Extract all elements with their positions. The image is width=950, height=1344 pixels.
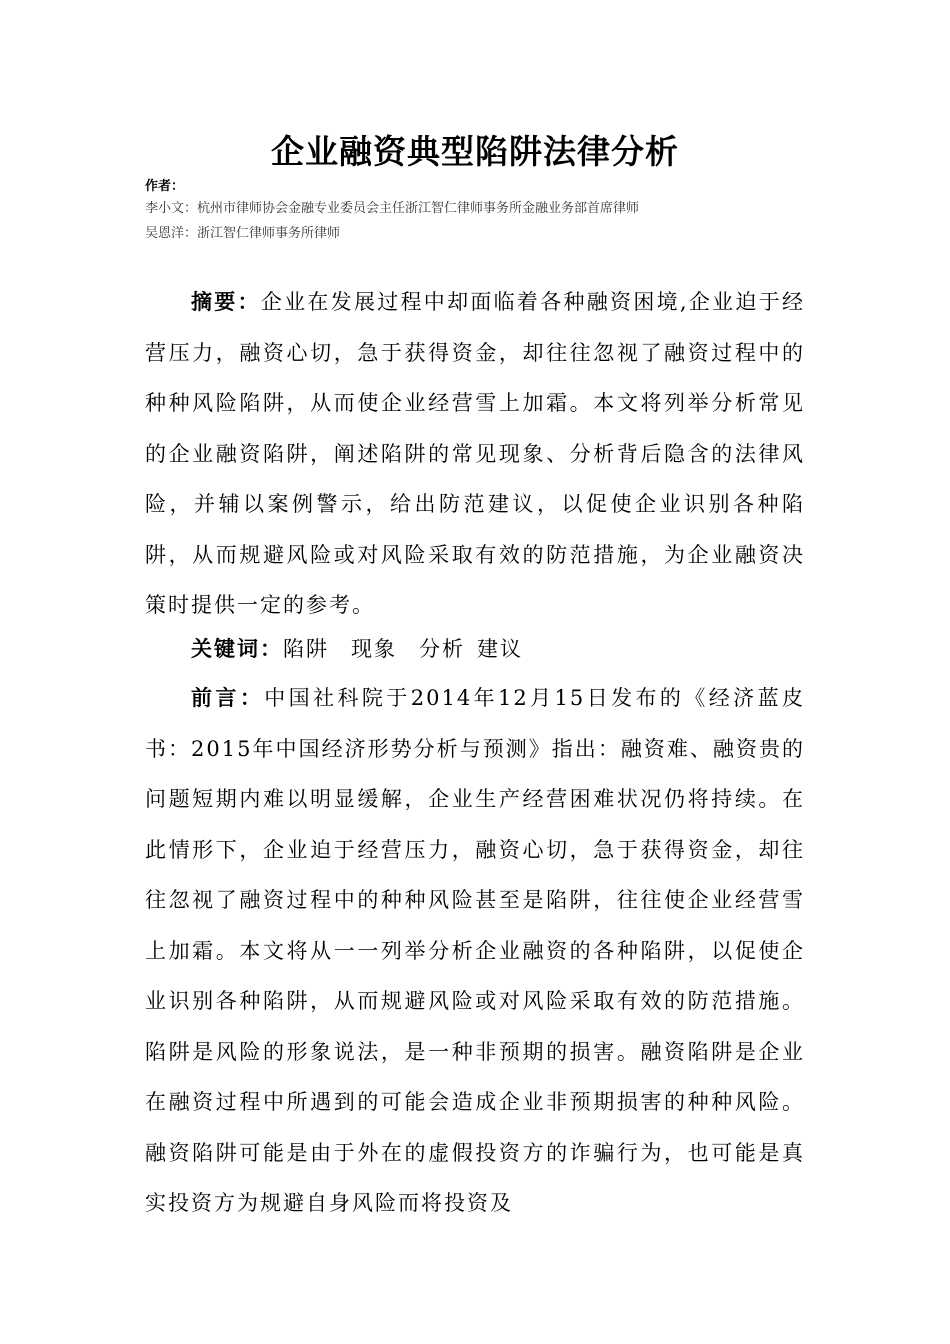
keywords-paragraph <box>145 624 805 675</box>
keyword-item: 建议 <box>477 637 523 661</box>
preface-label: 前言： <box>191 686 265 710</box>
document-title: 企业融资典型陷阱法律分析 <box>271 132 679 171</box>
abstract-text: 企业在发展过程中却面临着各种融资困境,企业迫于经营压力，融资心切，急于获得资金，却往往忽视了融资过程中的种种风险陷阱，从而使企业经营雪上加霜。本文将列举分析常见的企业融资陷阱，阐述陷阱的常见现象、分析背后隐含的法律风险，并辅以案例警示，给出防范建议，以促使企业识别各种陷阱，从而规避风险或对风险采取有效的防范措施，为企业融资决策时提供一定的参考。 <box>145 290 805 617</box>
author-line-2: 吴恩洋：浙江智仁律师事务所律师 <box>145 226 341 241</box>
authors-label: 作者： <box>145 179 185 194</box>
keyword-item: 分析 <box>419 637 465 661</box>
preface-text: 中国社科院于2014年12月15日发布的《经济蓝皮书：2015年中国经济形势分析与预测》指出：融资难、融资贵的问题短期内难以明显缓解，企业生产经营困难状况仍将持续。在此情形下，企业迫于经营压力，融资心切，急于获得资金，却往往忽视了融资过程中的种种风险甚至是陷阱，往往使企业经营雪上加霜。本文将从一一列举分析企业融资的各种陷阱，以促使企业识别各种陷阱，从而规避风险或对风险采取有效的防范措施。陷阱是风险的形象说法，是一种非预期的损害。融资陷阱是企业在融资过程中所遇到的可能会造成企业非预期损害的种种风险。融资陷阱可能是由于外在的虚假投资方的诈骗行为，也可能是真实投资方为规避自身风险而将投资及 <box>145 686 806 1215</box>
keyword-item: 陷阱 <box>283 637 329 661</box>
keyword-item: 现象 <box>351 637 397 661</box>
abstract-label: 摘要： <box>191 290 261 314</box>
authors-block <box>145 178 845 246</box>
keywords-label: 关键词： <box>191 637 283 661</box>
preface-paragraph <box>145 673 805 1229</box>
abstract-paragraph <box>145 277 805 631</box>
author-line-1: 李小文：杭州市律师协会金融专业委员会主任浙江智仁律师事务所金融业务部首席律师 <box>145 201 640 216</box>
